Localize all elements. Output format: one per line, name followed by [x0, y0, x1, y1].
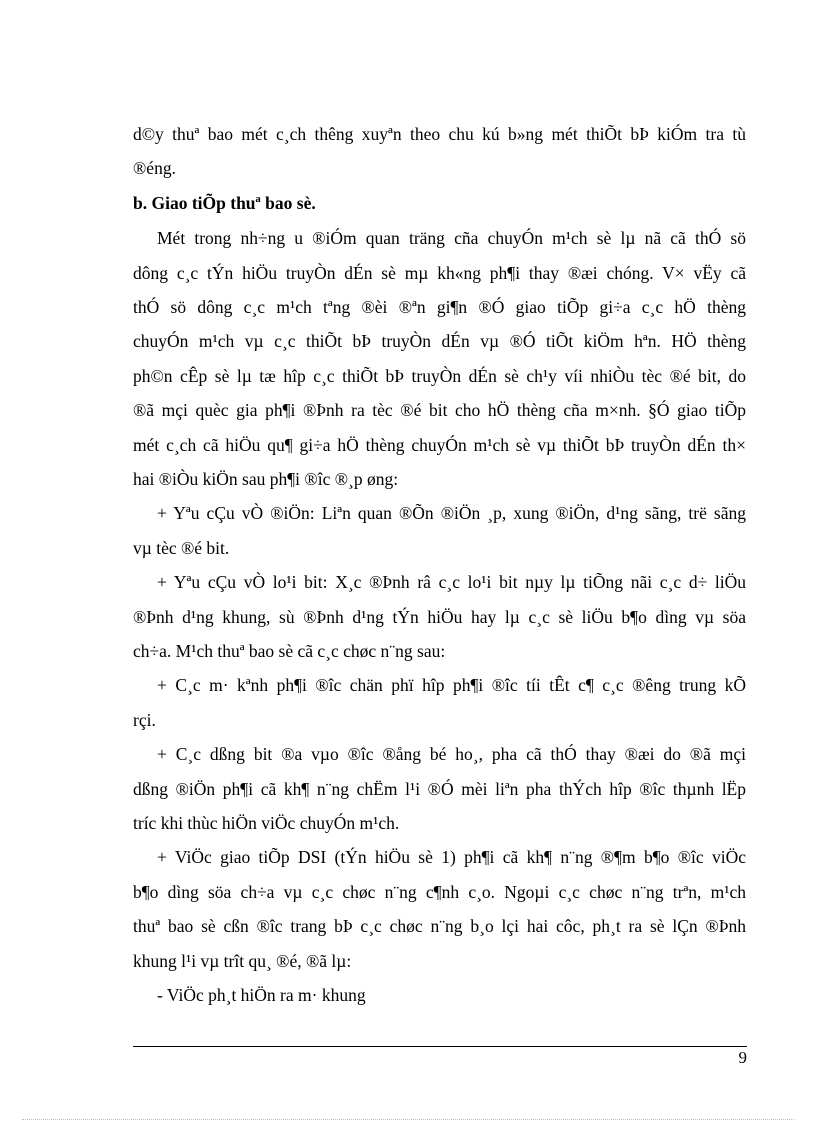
body-text-line: ph©n cÊp sè lµ tæ hîp c¸c thiÕt bÞ truyÒn dÉn sè ch¹y víi nhiÒu tèc ®é bit, do [133, 366, 746, 386]
body-text-line: + C¸c m· kªnh ph¶i ®îc chän phï hîp ph¶i ®îc tíi tÊt c¶ c¸c ®êng trung kÕ [157, 675, 746, 695]
body-text-line: thÓ sö dông c¸c m¹ch tªng ®èi ®ªn gi¶n ®Ó giao tiÕp gi÷a c¸c hÖ thèng [133, 297, 746, 317]
body-text-line: Mét trong nh÷ng u ®iÓm quan träng cña chuyÓn m¹ch sè lµ nã cã thÓ sö [157, 228, 746, 248]
body-text-line: + Yªu cÇu vÒ ®iÖn: Liªn quan ®Õn ®iÖn ¸p, xung ®iÖn, d¹ng sãng, trë sãng [157, 503, 746, 523]
body-text-line: - ViÖc ph¸t hiÖn ra m· khung [157, 985, 366, 1005]
body-text-line: b¶o dìng söa ch÷a vµ c¸c chøc n¨ng c¶nh c¸o. Ngoµi c¸c chøc n¨ng trªn, m¹ch [133, 882, 746, 902]
body-text-line: tríc khi thùc hiÖn viÖc chuyÓn m¹ch. [133, 813, 400, 833]
body-text-line: dông c¸c tÝn hiÖu truyÒn dÉn sè mµ kh«ng ph¶i thay ®æi chóng. V× vËy cã [133, 263, 746, 283]
body-text-line: + ViÖc giao tiÕp DSI (tÝn hiÖu sè 1) ph¶i cã kh¶ n¨ng ®¶m b¶o ®îc viÖc [157, 847, 746, 867]
body-text-line: dßng ®iÖn ph¶i cã kh¶ n¨ng chËm l¹i ®Ó mèi liªn pha thÝch hîp ®îc thµnh lËp [133, 779, 746, 799]
body-text-line: vµ tèc ®é bit. [133, 538, 230, 558]
body-text-line: mét c¸ch cã hiÖu qu¶ gi÷a hÖ thèng chuyÓn m¹ch sè vµ thiÕt bÞ truyÒn dÉn th× [133, 435, 746, 455]
body-text-line: ®éng. [133, 158, 176, 178]
page-bottom-edge [22, 1119, 794, 1120]
footer-divider [133, 1046, 747, 1047]
body-text-line: thuª bao sè cßn ®îc trang bÞ c¸c chøc n¨ng b¸o lçi hai côc, ph¸t ra sè lÇn ®Þnh [133, 916, 746, 936]
body-text-line: + Yªu cÇu vÒ lo¹i bit: X¸c ®Þnh râ c¸c lo¹i bit nµy lµ tiÕng nãi c¸c d÷ liÖu [157, 572, 746, 592]
body-text-line: ®ã mçi quèc gia ph¶i ®Þnh ra tèc ®é bit cho hÖ thèng cña m×nh. §Ó giao tiÕp [133, 400, 746, 420]
body-text-line: + C¸c dßng bit ®a vµo ®îc ®ång bé ho¸, pha cã thÓ thay ®æi do ®ã mçi [157, 744, 746, 764]
body-text-line: rçi. [133, 710, 156, 730]
page-number: 9 [738, 1048, 747, 1067]
body-text-line: hai ®iÒu kiÖn sau ph¶i ®îc ®¸p øng: [133, 469, 399, 489]
body-text-line: khung l¹i vµ trît qu¸ ®é, ®ã lµ: [133, 951, 352, 971]
body-text-line: d©y thuª bao mét c¸ch thêng xuyªn theo chu kú b»ng mét thiÕt bÞ kiÓm tra tù [133, 124, 746, 144]
section-heading: b. Giao tiÕp thuª bao sè. [133, 193, 316, 213]
body-text-line: ®Þnh d¹ng khung, sù ®Þnh d¹ng tÝn hiÖu hay lµ c¸c sè liÖu b¶o dìng vµ söa [133, 607, 746, 627]
body-text-line: ch÷a. M¹ch thuª bao sè cã c¸c chøc n¨ng sau: [133, 641, 446, 661]
body-text-line: chuyÓn m¹ch vµ c¸c thiÕt bÞ truyÒn dÉn vµ ®Ó tiÕt kiÖm hªn. HÖ thèng [133, 331, 746, 351]
